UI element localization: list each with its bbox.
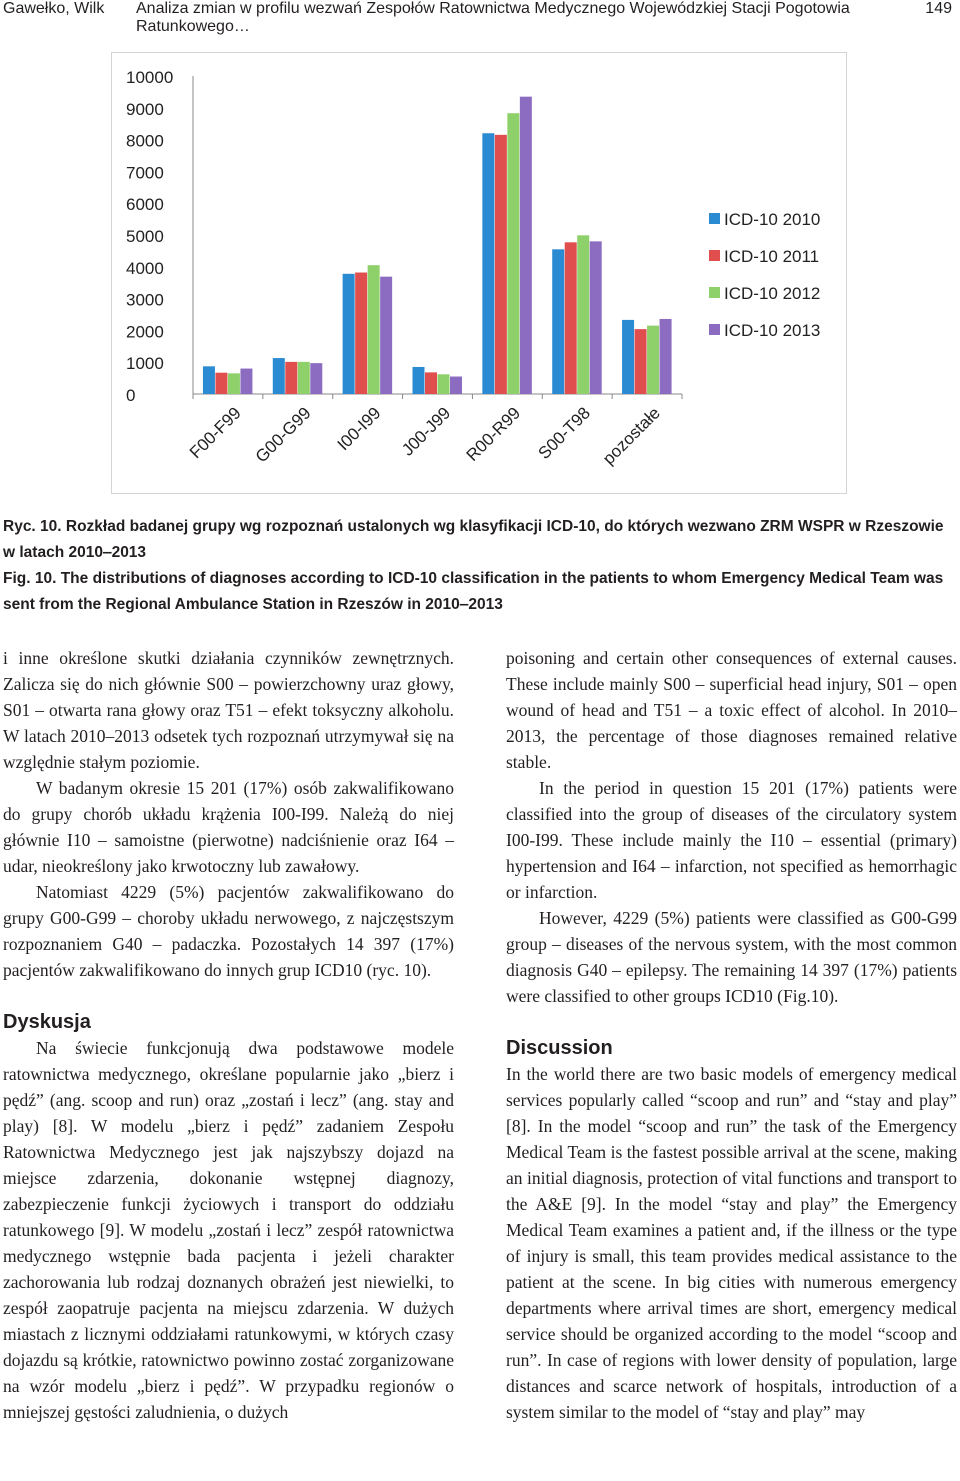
legend-swatch — [709, 213, 720, 224]
paragraph: In the world there are two basic models of emergency medical services popularly called “scoop and run” and “stay and play” [8]. In the model “scoop and run” the task of the Emergency Medical Team is the fastest possible arrival at the scene, making an initial diagnosis, protection of vital functions and transport to the A&E [9]. In the model “stay and play” the Emergency Medical Team examines a patient and, if the illness or the type of injury is small, this team provides medical assistance to the patient at the scene. In big cities with numerous emergency departments where arrival times are short, emergency medical service should be organized according to the model “scoop and run”. In case of regions with lower density of population, large distances and scarce network of hospitals, introduction of a system similar to the model of “stay and play” may — [506, 1064, 957, 1422]
bar — [647, 326, 659, 394]
right-column-english — [506, 645, 957, 1425]
running-header — [3, 0, 957, 35]
bar — [507, 113, 519, 394]
figure-caption-polish: Ryc. 10. Rozkład badanej grupy wg rozpoznań ustalonych wg klasyfikacji ICD-10, do których wezwano ZRM WSPR w Rzeszowie w latach 2010‒2013 — [3, 518, 944, 561]
y-tick-label: 6000 — [126, 195, 164, 215]
section-heading-dyskusja: Dyskusja — [3, 1011, 91, 1033]
y-tick-label: 9000 — [126, 99, 164, 119]
bar — [240, 369, 252, 394]
legend-swatch — [709, 324, 720, 335]
bar — [310, 363, 322, 394]
paragraph: W badanym okresie 15 201 (17%) osób zakwalifikowano do grupy chorób układu krążenia I00-I99. Należą do niej głównie I10 – samoistne (pierwotne) nadciśnienie oraz I64 – udar, nieokreślony jako krwotoczny lub zawałowy. — [3, 778, 454, 876]
left-column-polish — [3, 645, 454, 1425]
x-category-label: G00-G99 — [251, 403, 315, 467]
bar — [368, 265, 380, 394]
bar — [552, 249, 564, 394]
x-category-label: I00-I99 — [333, 403, 385, 455]
header-article-title: Analiza zmian w profilu wezwań Zespołów Ratownictwa Medycznego Wojewódzkiej Stacji Pogotowia Ratunkowego… — [136, 0, 850, 35]
figure-caption-english: Fig. 10. The distributions of diagnoses according to ICD-10 classification in the patients to whom Emergency Medical Team was sent from the Regional Ambulance Station in Rzeszów in 2010‒2013 — [3, 570, 944, 613]
icd10-bar-chart — [112, 53, 848, 495]
y-tick-label: 5000 — [126, 227, 164, 246]
bar — [660, 319, 672, 394]
paragraph: i inne określone skutki działania czynników zewnętrznych. Zalicza się do nich głównie S00 – powierzchowny uraz głowy, S01 – otwarta rana głowy oraz T51 – efekt toksyczny alkoholu. W latach 2010‒2013 odsetek tych rozpoznań utrzymywał się na względnie stałym poziomie. — [3, 648, 454, 772]
paragraph: Na świecie funkcjonują dwa podstawowe modele ratownictwa medycznego, określane popularnie jako „bierz i pędź” (ang. scoop and run) oraz „zostań i lecz” (ang. stay and play) [8]. W modelu „bierz i pędź” zadaniem Zespołu Ratownictwa Medycznego jest jak najszybszy dojazd na miejsce zdarzenia, dokonanie wstępnej diagnozy, zabezpieczenie funkcji życiowych i transport do oddziału ratunkowego [9]. W modelu „zostań i lecz” zespół ratownictwa medycznego wstępnie bada pacjenta i jeżeli charakter zachorowania lub rodzaj doznanych obrażeń jest niewielki, to zespół zaopatruje pacjenta na miejscu zdarzenia. W dużych miastach z licznymi oddziałami ratunkowymi, w których czasy dojazdu są krótkie, ratownictwo powinno zostać zorganizowane na wzór modelu „bierz i pędź”. W przypadku regionów o mniejszej gęstości zaludnienia, o dużych — [3, 1038, 454, 1422]
page-number: 149 — [925, 0, 952, 17]
legend-label: ICD-10 2012 — [724, 284, 821, 303]
bar — [482, 133, 494, 394]
bar — [425, 372, 437, 394]
bar — [355, 273, 367, 394]
paragraph: Natomiast 4229 (5%) pacjentów zakwalifikowano do grupy G00-G99 – choroby układu nerwowego, z najczęstszym rozpoznaniem G40 – padaczka. Pozostałych 14 397 (17%) pacjentów zakwalifikowano do innych grup ICD10 (ryc. 10). — [3, 882, 454, 980]
x-category-label: F00-F99 — [185, 403, 245, 463]
bar — [273, 358, 285, 394]
bar — [520, 97, 532, 394]
legend-label: ICD-10 2010 — [724, 210, 821, 229]
bar — [228, 373, 240, 394]
x-category-label: pozostałe — [599, 403, 664, 469]
bar — [635, 329, 647, 394]
bar — [215, 373, 227, 394]
y-tick-label: 1000 — [126, 354, 164, 374]
section-heading-discussion: Discussion — [506, 1037, 613, 1059]
y-tick-label: 4000 — [126, 258, 164, 278]
y-tick-label: 10000 — [126, 68, 174, 87]
x-category-label: R00-R99 — [462, 403, 525, 465]
bar — [438, 374, 450, 394]
legend-label: ICD-10 2013 — [724, 321, 821, 340]
legend-swatch — [709, 250, 720, 261]
bar — [450, 377, 462, 394]
header-authors: Gawełko, Wilk — [3, 0, 105, 17]
bar — [622, 320, 634, 394]
y-tick-label: 2000 — [126, 322, 164, 342]
bar — [380, 277, 392, 394]
paragraph: However, 4229 (5%) patients were classified as G00-G99 group – diseases of the nervous system, with the most common diagnosis G40 – epilepsy. The remaining 14 397 (17%) patients were classified to other groups ICD10 (Fig.10). — [506, 908, 957, 1006]
bar — [298, 362, 310, 394]
x-category-label: S00-T98 — [534, 403, 595, 463]
legend-label: ICD-10 2011 — [724, 247, 820, 266]
x-category-label: J00-J99 — [398, 403, 455, 460]
y-tick-label: 0 — [126, 386, 136, 405]
bar — [413, 367, 425, 394]
bar — [495, 135, 507, 394]
y-tick-label: 3000 — [126, 290, 164, 310]
bar — [203, 366, 215, 394]
y-tick-label: 7000 — [126, 163, 164, 183]
chart-frame — [111, 52, 847, 494]
bar — [577, 235, 589, 394]
legend-swatch — [709, 287, 720, 298]
bar — [343, 274, 355, 394]
bar — [565, 242, 577, 394]
y-tick-label: 8000 — [126, 131, 164, 151]
paragraph: In the period in question 15 201 (17%) patients were classified into the group of diseases of the circulatory system I00-I99. These include mainly the I10 – essential (primary) hypertension and I64 – infarction, not specified as hemorrhagic or infarction. — [506, 778, 957, 902]
paragraph: poisoning and certain other consequences of external causes. These include mainly S00 – superficial head injury, S01 – open wound of head and T51 – a toxic effect of alcohol. In 2010‒2013, the percentage of those diagnoses remained relative stable. — [506, 648, 957, 772]
bar — [590, 241, 602, 394]
bar — [285, 362, 297, 394]
